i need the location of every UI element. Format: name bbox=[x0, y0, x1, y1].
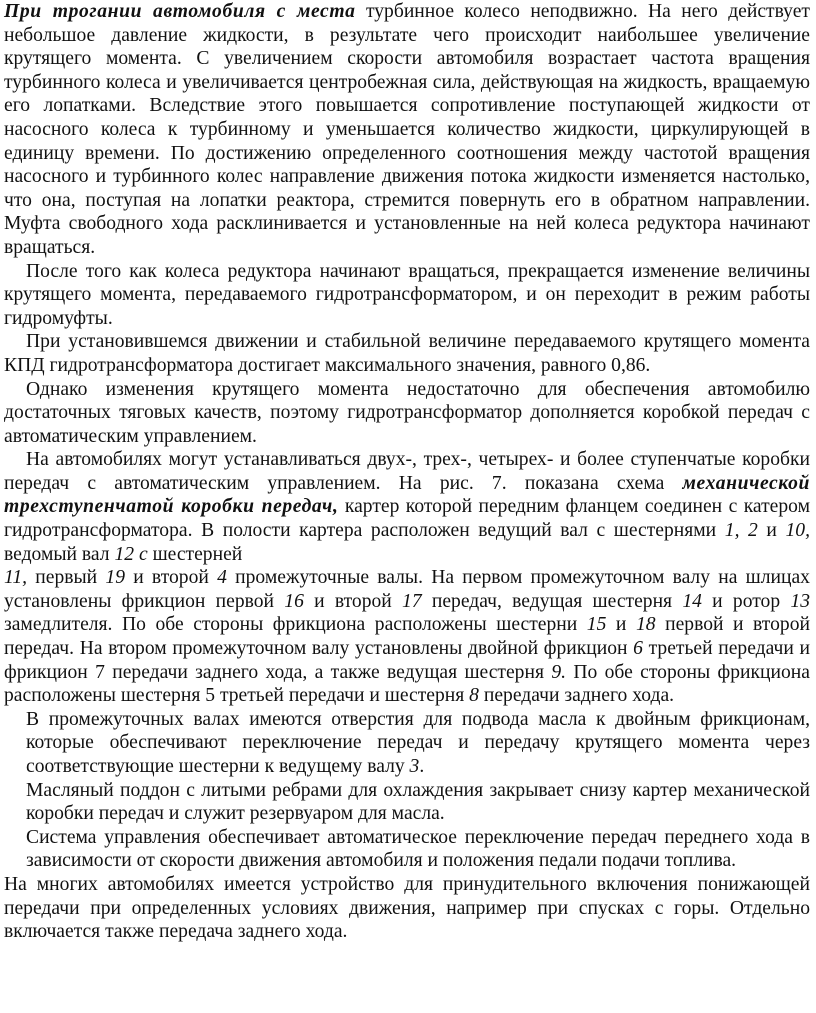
paragraph-gearbox-scheme: На автомобилях могут устанавливаться двух-, трех-, четырех- и более ступенчатые коробки передач с автоматическим управлением. На рис. 7. показана схема механической трехступенчатой коробки передач, картер которой передним фланцем соединен с катером гидротрансформатора. В полости картера расположен ведущий вал с шестернями 1, 2 и 10, ведомый вал 12 с шестерней 11, первый 19 и второй 4 промежуточные валы. На первом промежуточном валу на шлицах установлены фрикцион первой 16 и второй 17 передач, ведущая шестерня 14 и ротор 13 замедлителя. По обе стороны фрикциона расположены шестерни 15 и 18 первой и второй передач. На втором промежуточном валу установлены двойной фрикцион 6 третьей передачи и фрикцион 7 передачи заднего хода, а также ведущая шестерня 9. По обе стороны фрикциона расположены шестерня 5 третьей передачи и шестерня 8 передачи заднего хода. bbox=[4, 449, 811, 707]
paragraph-oil-pan: Масляный поддон с литыми ребрами для охлаждения закрывает снизу картер механической коробки передач и служит резервуаром для масла. bbox=[26, 779, 810, 825]
part-number: 11, bbox=[4, 567, 28, 589]
paragraph-text: турбинное колесо неподвижно. На него действует небольшое давление жидкости, в результате чего происходит наибольшее увеличение крутящего момента. С увеличением скорости автомобиля возрастает частота вращения турбинного колеса и увеличивается центробежная сила, действующая на жидкость, вращаемую его лопатками. Вследствие этого повышается сопротивление поступающей жидкости от насосного колеса к турбинному и уменьшается количество жидкости, циркулирующей в единицу времени. По достижению определенного соотношения между частотой вращения насосного и турбинного колес направление движения потока жидкости изменяется настолько, что она, поступая на лопатки реактора, стремится повернуть его в обратном направлении. Муфта свободного хода расклинивается и установленные на ней колеса редуктора начинают вращаться. bbox=[4, 1, 810, 258]
part-number: 10, bbox=[785, 520, 810, 542]
part-number: 15 bbox=[586, 614, 607, 636]
paragraph-kickdown: На многих автомобилях имеется устройство для принудительного включения понижающей передачи при определенных условиях движения, например при спусках с горы. Отдельно включается также передача заднего хода. bbox=[4, 873, 810, 943]
part-number: 12 с bbox=[114, 543, 148, 565]
part-number: 6 bbox=[633, 638, 643, 660]
emphasis-gearbox: механической трехступенчатой коробки передач, bbox=[4, 472, 810, 518]
part-number: 14 bbox=[682, 590, 702, 612]
paragraph-control-system: Система управления обеспечивает автоматическое переключение передач переднего хода в зависимости от скорости движения автомобиля и положения педали подачи топлива. bbox=[26, 826, 810, 872]
paragraph-start-moving bbox=[4, 0, 810, 260]
part-number: 16 bbox=[284, 590, 304, 612]
part-number: 13 bbox=[790, 590, 810, 612]
part-number: 8 bbox=[469, 685, 479, 707]
part-number: 9. bbox=[551, 661, 567, 683]
part-number: 1, 2 bbox=[724, 520, 758, 542]
part-number: 19 bbox=[105, 567, 125, 589]
part-number: 18 bbox=[635, 614, 656, 636]
lead-phrase: При трогании автомобиля с места bbox=[4, 1, 356, 22]
paragraph-gearbox-needed: Однако изменения крутящего момента недостаточно для обеспечения автомобилю достаточных тяговых качеств, поэтому гидротрансформатор дополняется коробкой передач с автоматическим управлением. bbox=[4, 378, 810, 447]
part-number: 17 bbox=[402, 590, 422, 612]
part-number: 4 bbox=[217, 567, 227, 589]
paragraph-oil-holes: В промежуточных валах имеются отверстия для подвода масла к двойным фрикционам, которые обеспечивают переключение передач и передачу крутящего момента через соответствующие шестерни к ведущему валу 3. bbox=[26, 708, 810, 777]
paragraph-efficiency: При установившемся движении и стабильной величине передаваемого крутящего момента КПД гидротрансформатора достигает максимального значения, равного 0,86. bbox=[4, 331, 810, 376]
part-number: 3 bbox=[409, 756, 420, 777]
paragraph-fluid-coupling-mode: После того как колеса редуктора начинают вращаться, прекращается изменение величины крутящего момента, передаваемого гидротрансформатором, и он переходит в режим работы гидромуфты. bbox=[4, 260, 810, 329]
